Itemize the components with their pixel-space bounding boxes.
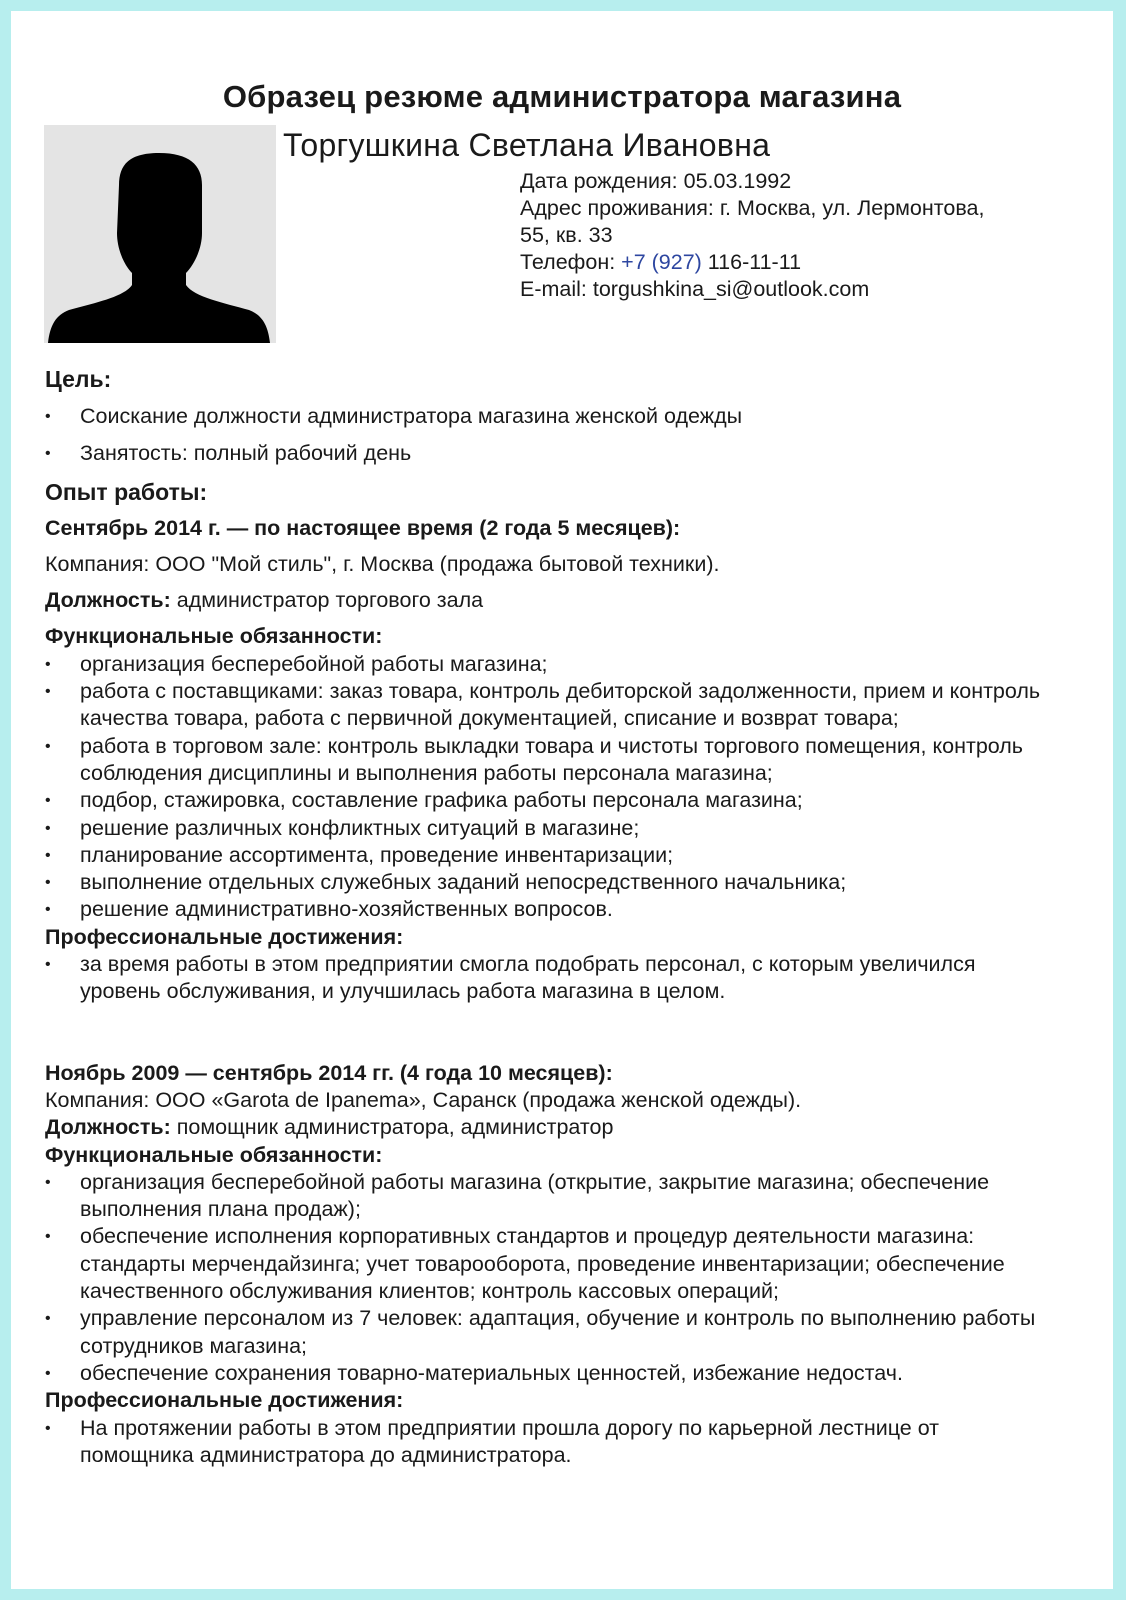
phone-code-link[interactable]: +7 (927) bbox=[621, 250, 702, 274]
list-item: • работа с поставщиками: заказ товара, контроль дебиторской задолженности, прием и контроль качества товара, работа с первичной документацией, списание и возврат товара; bbox=[45, 678, 1055, 733]
job-2-duties-heading: Функциональные обязанности: bbox=[45, 1142, 383, 1167]
list-item: • организация бесперебойной работы магазина; bbox=[45, 651, 1055, 678]
resume-body bbox=[45, 365, 1055, 1469]
job-1-achievements-heading: Профессиональные достижения: bbox=[45, 924, 404, 949]
list-item: • На протяжении работы в этом предприятии прошла дорогу по карьерной лестнице от помощника администратора до администратора. bbox=[45, 1415, 1055, 1470]
job-1-period: Сентябрь 2014 г. — по настоящее время (2 года 5 месяцев): bbox=[45, 515, 681, 540]
address-line-1: Адрес проживания: г. Москва, ул. Лермонтова, bbox=[520, 196, 985, 220]
position-label: Должность: bbox=[45, 1115, 171, 1140]
job-2-duties-list bbox=[45, 1169, 1055, 1387]
list-item: • Соискание должности администратора магазина женской одежды bbox=[45, 403, 1055, 430]
job-1-company: Компания: ООО "Мой стиль", г. Москва (продажа бытовой техники). bbox=[45, 551, 720, 576]
profile-photo bbox=[44, 125, 276, 343]
list-item: • работа в торговом зале: контроль выкладки товара и чистоты торгового помещения, контроль соблюдения дисциплины и выполнения работы персонала магазина; bbox=[45, 733, 1055, 788]
list-item: • решение административно-хозяйственных вопросов. bbox=[45, 896, 1055, 923]
list-item: • управление персоналом из 7 человек: адаптация, обучение и контроль по выполнению работы сотрудников магазина; bbox=[45, 1305, 1055, 1360]
goal-list bbox=[45, 403, 1055, 468]
job-2-achievements-list bbox=[45, 1415, 1055, 1470]
job-2-company: Компания: ООО «Garota de Ipanema», Саранск (продажа женской одежды). bbox=[45, 1087, 802, 1112]
person-silhouette-icon bbox=[44, 125, 276, 343]
birth-date: Дата рождения: 05.03.1992 bbox=[520, 169, 792, 193]
job-2-achievements-heading: Профессиональные достижения: bbox=[45, 1388, 404, 1413]
list-item: • за время работы в этом предприятии смогла подобрать персонал, с которым увеличился уровень обслуживания, и улучшилась работа магазина в целом. bbox=[45, 951, 1055, 1006]
phone bbox=[520, 249, 1060, 276]
position-label: Должность: bbox=[45, 588, 171, 613]
goal-heading: Цель: bbox=[45, 366, 112, 392]
list-item: • планирование ассортимента, проведение инвентаризации; bbox=[45, 842, 1055, 869]
list-item: • решение различных конфликтных ситуаций в магазине; bbox=[45, 815, 1055, 842]
full-name: Торгушкина Светлана Ивановна bbox=[283, 127, 771, 163]
document-title: Образец резюме администратора магазина bbox=[222, 79, 902, 114]
list-item: • выполнение отдельных служебных заданий непосредственного начальника; bbox=[45, 869, 1055, 896]
position-value: помощник администратора, администратор bbox=[170, 1115, 614, 1140]
phone-number: 116-11-11 bbox=[701, 250, 802, 274]
resume-page bbox=[11, 11, 1113, 1589]
job-1-achievements-list bbox=[45, 951, 1055, 1006]
phone-label: Телефон: bbox=[520, 250, 622, 274]
list-item: • подбор, стажировка, составление графика работы персонала магазина; bbox=[45, 787, 1055, 814]
address-line-2: 55, кв. 33 bbox=[520, 223, 613, 247]
experience-heading: Опыт работы: bbox=[45, 478, 208, 505]
job-1-duties-list bbox=[45, 651, 1055, 924]
email: E-mail: torgushkina_si@outlook.com bbox=[520, 277, 870, 301]
job-2-position bbox=[45, 1114, 1055, 1141]
list-item: • обеспечение исполнения корпоративных стандартов и процедур деятельности магазина: стандарты мерчендайзинга; учет товарооборота, проведение инвентаризации; обеспечение качественного обслуживания клиентов; контроль кассовых операций; bbox=[45, 1223, 1055, 1305]
list-item: • обеспечение сохранения товарно-материальных ценностей, избежание недостач. bbox=[45, 1360, 1055, 1387]
list-item: • организация бесперебойной работы магазина (открытие, закрытие магазина; обеспечение выполнения плана продаж); bbox=[45, 1169, 1055, 1224]
position-value: администратор торгового зала bbox=[170, 588, 484, 613]
job-1-duties-heading: Функциональные обязанности: bbox=[45, 624, 383, 649]
job-2-period: Ноябрь 2009 — сентябрь 2014 гг. (4 года 10 месяцев): bbox=[45, 1060, 613, 1085]
contact-info bbox=[520, 168, 1060, 303]
list-item: • Занятость: полный рабочий день bbox=[45, 440, 1055, 467]
job-1-position bbox=[45, 587, 1055, 614]
